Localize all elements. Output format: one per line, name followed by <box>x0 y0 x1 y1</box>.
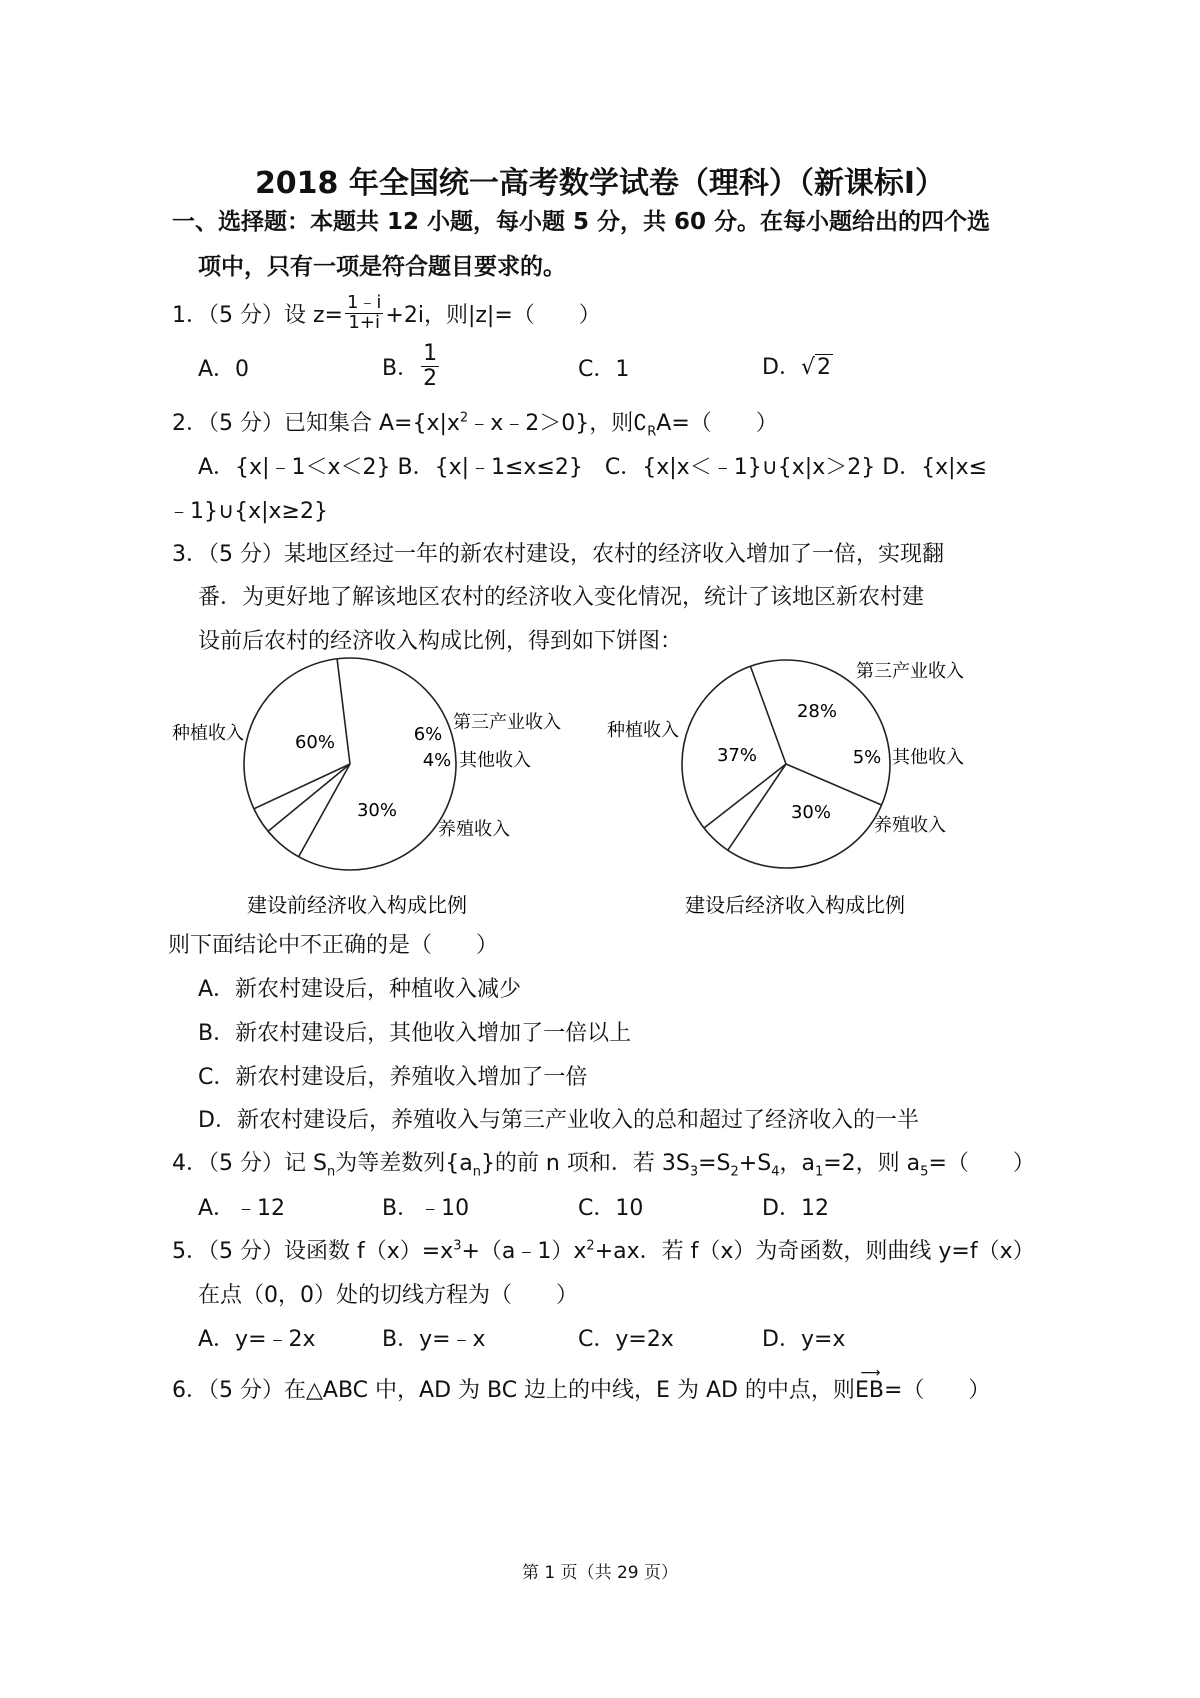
q4-text: +S <box>738 1151 772 1176</box>
pie-category-label: 其他收入 <box>459 750 531 771</box>
q1-fraction <box>345 291 383 333</box>
q6-vector <box>854 1365 884 1403</box>
q1-option-b-num: 1 <box>423 341 438 367</box>
q1-option-b-label: B． <box>382 355 420 381</box>
q4-subscript: 3 <box>689 1164 699 1180</box>
pie-slice-value-label: 28% <box>796 701 838 722</box>
pie-slice-value-label: 6% <box>413 724 443 745</box>
section-header-line2: 项中，只有一项是符合题目要求的。 <box>198 254 566 280</box>
q3-question: 则下面结论中不正确的是（ ） <box>168 933 499 958</box>
q4-text: 4．（5 分）记 S <box>172 1151 327 1176</box>
q4-subscript: 2 <box>730 1164 739 1180</box>
q1-option-a: A．0 <box>198 357 250 382</box>
q6-vector-label: EB <box>854 1378 884 1403</box>
q1-option-b <box>382 340 441 392</box>
q5-option-b: B．y=﹣x <box>382 1327 486 1352</box>
q1-option-b-den: 2 <box>423 365 438 391</box>
q4-text: }的前 n 项和．若 3S <box>480 1151 690 1176</box>
pie-before-title: 建设前经济收入构成比例 <box>247 893 467 917</box>
q1-option-d-label: D． <box>762 355 801 380</box>
question-3-line2: 番．为更好地了解该地区农村的经济收入变化情况，统计了该地区新农村建 <box>198 585 925 610</box>
question-4 <box>172 1146 1035 1179</box>
q2-options-line2: ﹣1}∪{x|x≥2} <box>168 499 328 524</box>
q4-subscript: 4 <box>771 1164 780 1180</box>
sqrt-symbol: √2 <box>800 355 831 380</box>
question-2 <box>172 406 778 439</box>
q2-mid: ﹣x﹣2＞0}，则∁ <box>468 411 648 436</box>
q1-suffix: +2i，则|z|=（ ） <box>385 302 601 328</box>
q3-option-c: C．新农村建设后，养殖收入增加了一倍 <box>198 1065 588 1090</box>
pie-category-label: 其他收入 <box>892 747 964 768</box>
q4-subscript: 1 <box>814 1164 824 1180</box>
q5-text: 5．（5 分）设函数 f（x）=x <box>172 1239 454 1264</box>
pie-category-label: 养殖收入 <box>438 819 510 840</box>
q4-text: 为等差数列{a <box>335 1151 473 1176</box>
q4-subscript: 5 <box>920 1164 929 1180</box>
page-title: 2018 年全国统一高考数学试卷（理科）（新课标Ⅰ） <box>254 166 946 201</box>
pie-category-label: 第三产业收入 <box>453 712 561 733</box>
pie-chart-before <box>172 658 561 870</box>
question-3-line1: 3．（5 分）某地区经过一年的新农村建设，农村的经济收入增加了一倍，实现翻 <box>172 542 944 567</box>
q1-option-b-fraction <box>421 342 439 389</box>
q5-text: +（a﹣1）x <box>461 1239 587 1264</box>
q5-option-a: A．y=﹣2x <box>198 1327 316 1352</box>
q5-option-c: C．y=2x <box>578 1327 674 1352</box>
question-3-line3: 设前后农村的经济收入构成比例，得到如下饼图： <box>198 629 683 654</box>
pie-category-label: 种植收入 <box>607 720 679 741</box>
q2-exponent: 2 <box>459 410 469 426</box>
q1-prefix: 1．（5 分）设 z= <box>172 302 343 328</box>
q5-exponent: 3 <box>453 1238 462 1254</box>
q4-subscript: n <box>326 1164 336 1180</box>
q5-exponent: 2 <box>586 1238 595 1254</box>
question-1 <box>172 286 601 340</box>
pie-charts-figure <box>0 650 1200 940</box>
vector-arrow-icon: ⟶ <box>860 1365 879 1381</box>
pie-category-label: 第三产业收入 <box>856 661 964 682</box>
page-footer: 第 1 页（共 29 页） <box>521 1563 679 1583</box>
q4-text: ，a <box>779 1151 815 1176</box>
q2-suffix: A=（ ） <box>656 411 778 436</box>
q6-suffix: =（ ） <box>883 1378 991 1403</box>
q4-option-c: C．10 <box>578 1196 644 1221</box>
pie-slice-value-label: 4% <box>422 750 452 771</box>
question-5-line1 <box>172 1234 1035 1265</box>
pie-chart-after <box>607 660 964 868</box>
q6-prefix: 6．（5 分）在△ABC 中，AD 为 BC 边上的中线，E 为 AD 的中点，则 <box>172 1378 855 1403</box>
q2-subscript: R <box>647 424 657 440</box>
pie-slice-value-label: 30% <box>790 802 832 823</box>
question-5-line2: 在点（0，0）处的切线方程为（ ） <box>198 1283 578 1308</box>
q1-frac-num: 1﹣i <box>346 291 382 313</box>
q5-option-d: D．y=x <box>762 1327 846 1352</box>
q4-text: =S <box>698 1151 731 1176</box>
q2-options-line1: A．{x|﹣1＜x＜2} B．{x|﹣1≤x≤2} C．{x|x＜﹣1}∪{x|x＞2} D．{x|x≤ <box>198 455 988 480</box>
q1-option-d <box>762 350 833 381</box>
q1-option-d-radicand: 2 <box>816 355 831 380</box>
q1-option-c: C．1 <box>578 357 630 382</box>
q1-frac-den: 1+i <box>348 311 380 333</box>
question-6 <box>172 1365 991 1404</box>
pie-slice-value-label: 60% <box>294 732 336 753</box>
section-header-line1: 一、选择题：本题共 12 小题，每小题 5 分，共 60 分。在每小题给出的四个选 <box>172 209 991 235</box>
q4-option-d: D．12 <box>762 1196 829 1221</box>
pie-category-label: 养殖收入 <box>874 815 946 836</box>
q4-subscript: n <box>472 1164 481 1180</box>
pie-category-label: 种植收入 <box>172 723 244 744</box>
q4-text: =2，则 a <box>823 1151 921 1176</box>
pie-slice-value-label: 5% <box>852 747 882 768</box>
pie-slice-value-label: 30% <box>356 800 398 821</box>
q5-text: +ax．若 f（x）为奇函数，则曲线 y=f（x） <box>594 1239 1035 1264</box>
q3-option-a: A．新农村建设后，种植收入减少 <box>198 977 522 1002</box>
q4-option-a: A．﹣12 <box>198 1196 286 1221</box>
pie-slice-value-label: 37% <box>716 745 758 766</box>
q3-option-b: B．新农村建设后，其他收入增加了一倍以上 <box>198 1021 632 1046</box>
pie-after-title: 建设后经济收入构成比例 <box>685 893 905 917</box>
q2-prefix: 2．（5 分）已知集合 A={x|x <box>172 411 460 436</box>
q4-text: =（ ） <box>928 1151 1035 1176</box>
q4-option-b: B．﹣10 <box>382 1196 470 1221</box>
q3-option-d: D．新农村建设后，养殖收入与第三产业收入的总和超过了经济收入的一半 <box>198 1108 919 1133</box>
